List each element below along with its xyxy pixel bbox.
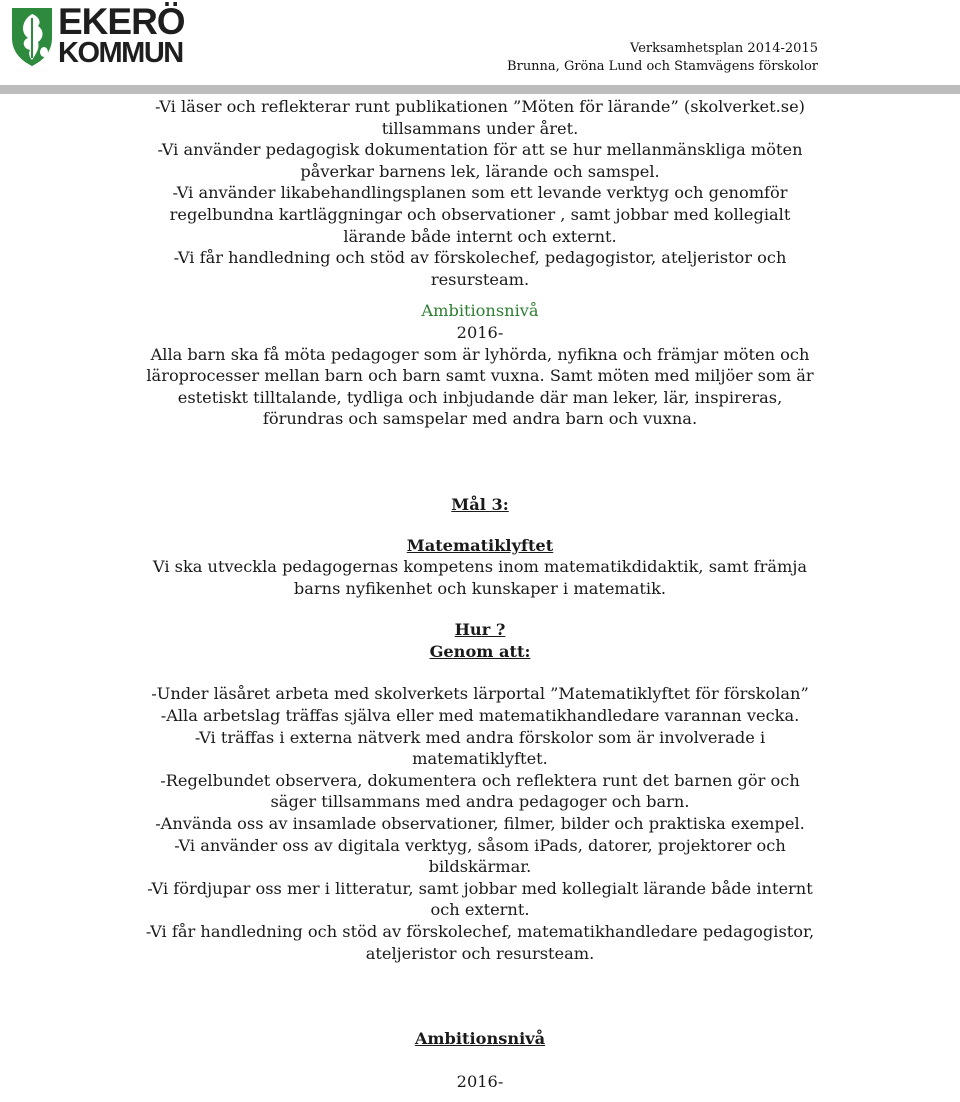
action-line: matematiklyftet. bbox=[412, 749, 548, 769]
action-line: och externt. bbox=[430, 900, 530, 920]
logo-line-2: KOMMUN bbox=[58, 37, 183, 69]
ekero-kommun-logo bbox=[8, 1, 185, 69]
ambition-section-2 bbox=[128, 1028, 832, 1092]
text-line: estetiskt tilltalande, tydliga och inbjudande där man leker, lär, inspireras, bbox=[177, 387, 783, 407]
document-title: Verksamhetsplan 2014-2015 bbox=[630, 41, 818, 56]
logo-line-1: EKERÖ bbox=[58, 1, 185, 42]
text-line: regelbundna kartläggningar och observationer , samt jobbar med kollegialt bbox=[169, 204, 791, 224]
action-line: -Använda oss av insamlade observationer, filmer, bilder och praktiska exempel. bbox=[155, 814, 805, 834]
action-line: -Vi fördjupar oss mer i litteratur, samt jobbar med kollegialt lärande både internt bbox=[147, 878, 813, 898]
activities-block bbox=[128, 96, 832, 290]
by-heading: Genom att: bbox=[429, 641, 531, 661]
action-line: ateljeristor och resursteam. bbox=[365, 943, 595, 963]
text-line: påverkar barnens lek, lärande och samspel. bbox=[300, 161, 660, 181]
text-line: tillsammans under året. bbox=[381, 118, 579, 138]
oak-leaf-shield-icon bbox=[8, 4, 58, 68]
action-line: bildskärmar. bbox=[428, 857, 532, 877]
section-heading: Ambitionsnivå bbox=[414, 1029, 546, 1049]
action-line: säger tillsammans med andra pedagoger och barn. bbox=[270, 792, 690, 812]
text-line: läroprocesser mellan barn och barn samt vuxna. Samt möten med miljöer som är bbox=[146, 366, 814, 386]
document-subtitle: Brunna, Gröna Lund och Stamvägens förskolor bbox=[507, 59, 818, 74]
ambition-section-1 bbox=[128, 300, 832, 430]
text-line: förundras och samspelar med andra barn och vuxna. bbox=[262, 409, 698, 429]
how-heading: Hur ? bbox=[454, 620, 506, 640]
action-line: -Under läsåret arbeta med skolverkets lärportal ”Matematiklyftet för förskolan” bbox=[151, 684, 809, 704]
text-line: Alla barn ska få möta pedagoger som är lyhörda, nyfikna och främjar möten och bbox=[150, 344, 810, 364]
document-header-info bbox=[507, 40, 818, 76]
text-line: -Vi får handledning och stöd av förskolechef, pedagogistor, ateljeristor och bbox=[173, 248, 787, 268]
year-label: 2016- bbox=[456, 322, 504, 342]
header-divider bbox=[0, 85, 960, 94]
action-line: -Vi använder oss av digitala verktyg, såsom iPads, datorer, projektorer och bbox=[174, 835, 786, 855]
text-line: -Vi använder likabehandlingsplanen som ett levande verktyg och genomför bbox=[172, 183, 788, 203]
text-line: barns nyfikenhet och kunskaper i matematik. bbox=[293, 578, 667, 598]
goal-heading: Mål 3: bbox=[451, 494, 509, 514]
year-label: 2016- bbox=[456, 1071, 504, 1091]
action-line: -Regelbundet observera, dokumentera och reflektera runt det barnen gör och bbox=[160, 770, 800, 790]
text-line: -Vi använder pedagogisk dokumentation för att se hur mellanmänskliga möten bbox=[157, 140, 803, 160]
page-header bbox=[0, 0, 960, 96]
text-line: resursteam. bbox=[430, 269, 530, 289]
section-heading: Ambitionsnivå bbox=[421, 301, 539, 321]
goal-3-section bbox=[128, 494, 832, 964]
text-line: -Vi läser och reflekterar runt publikationen ”Möten för lärande” (skolverket.se) bbox=[154, 97, 805, 116]
action-line: -Vi får handledning och stöd av förskolechef, matematikhandledare pedagogistor, bbox=[145, 922, 815, 941]
text-line: Vi ska utveckla pedagogernas kompetens inom matematikdidaktik, samt främja bbox=[152, 557, 808, 577]
document-body bbox=[128, 96, 832, 1092]
text-line: lärande både internt och externt. bbox=[343, 226, 617, 246]
action-line: -Alla arbetslag träffas själva eller med matematikhandledare varannan vecka. bbox=[160, 706, 800, 726]
action-line: -Vi träffas i externa nätverk med andra förskolor som är involverade i bbox=[194, 727, 766, 747]
goal-title: Matematiklyftet bbox=[406, 535, 554, 555]
